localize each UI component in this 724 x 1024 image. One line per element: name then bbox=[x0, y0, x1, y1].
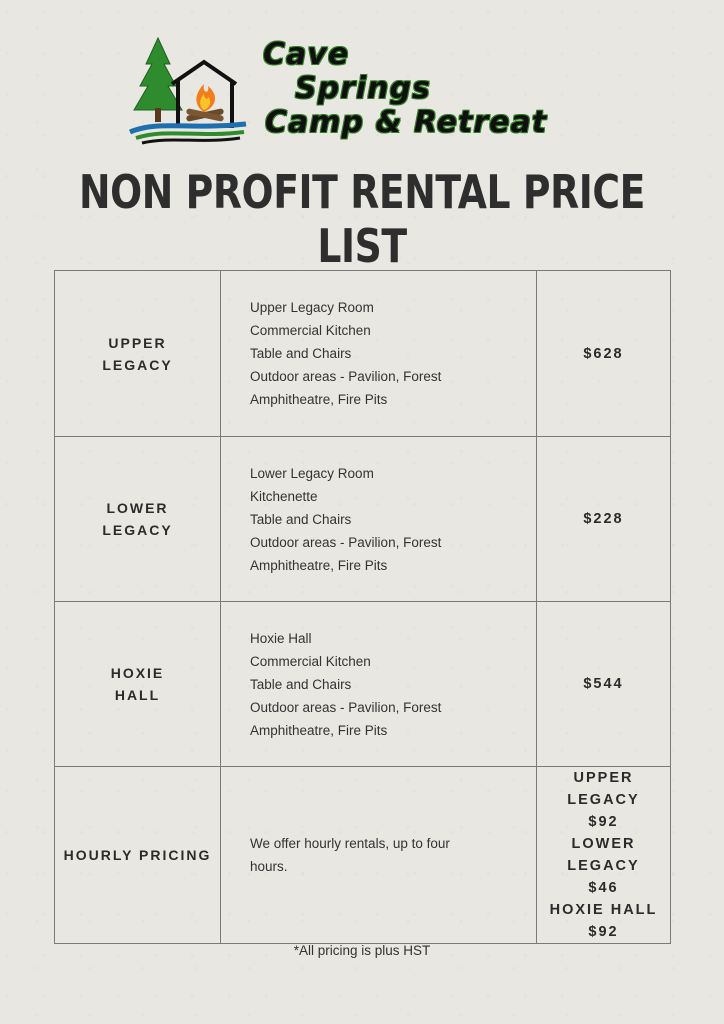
table-row bbox=[55, 437, 671, 602]
logo-line-1: Cave bbox=[263, 37, 350, 72]
amenity-line: Kitchenette bbox=[250, 488, 318, 504]
price-cell bbox=[537, 767, 671, 944]
room-name-cell bbox=[55, 767, 221, 944]
camp-logo bbox=[128, 34, 618, 146]
room-name-line: HOURLY PRICING bbox=[63, 847, 212, 863]
footnote: *All pricing is plus HST bbox=[293, 943, 431, 958]
amenity-line: Hoxie Hall bbox=[250, 630, 312, 646]
price-line: UPPER LEGACY bbox=[567, 770, 640, 808]
room-name-cell bbox=[55, 602, 221, 767]
logo-line-2: Springs bbox=[295, 71, 431, 106]
amenity-line: Upper Legacy Room bbox=[250, 300, 374, 315]
room-name-line: HALL bbox=[114, 687, 161, 703]
amenity-line: Amphitheatre, Fire Pits bbox=[250, 722, 388, 738]
amenities-cell bbox=[221, 271, 537, 437]
room-name-line: LOWER bbox=[106, 500, 169, 516]
price-line: HOXIE HALL bbox=[549, 902, 658, 918]
price-line: $544 bbox=[583, 676, 624, 692]
amenity-line: Outdoor areas - Pavilion, Forest bbox=[250, 699, 442, 715]
page-title: NON PROFIT RENTAL PRICE LIST bbox=[78, 165, 646, 273]
room-name-cell bbox=[55, 271, 221, 437]
table-row bbox=[55, 271, 671, 437]
price-line: $92 bbox=[588, 924, 619, 940]
amenity-line: Amphitheatre, Fire Pits bbox=[250, 557, 388, 573]
amenity-line: Commercial Kitchen bbox=[250, 653, 371, 669]
price-cell bbox=[537, 437, 671, 602]
amenity-line: Amphitheatre, Fire Pits bbox=[250, 392, 388, 407]
room-name-cell bbox=[55, 437, 221, 602]
amenity-line: Table and Chairs bbox=[250, 676, 352, 692]
amenity-line: We offer hourly rentals, up to four bbox=[250, 836, 450, 851]
table-row bbox=[55, 602, 671, 767]
amenity-line: Outdoor areas - Pavilion, Forest bbox=[250, 534, 442, 550]
price-table bbox=[54, 270, 671, 944]
amenity-line: hours. bbox=[250, 859, 288, 874]
price-cell bbox=[537, 602, 671, 767]
camp-wordmark bbox=[263, 38, 547, 140]
price-cell bbox=[537, 271, 671, 437]
room-name-line: LEGACY bbox=[102, 522, 173, 538]
price-line: $628 bbox=[583, 345, 624, 362]
price-line: $228 bbox=[583, 511, 624, 527]
room-name-line: UPPER bbox=[108, 334, 167, 351]
price-line: $92 bbox=[588, 814, 619, 830]
price-line: LOWER LEGACY bbox=[567, 836, 640, 874]
amenity-line: Table and Chairs bbox=[250, 346, 352, 361]
amenity-line: Commercial Kitchen bbox=[250, 323, 371, 338]
amenities-cell bbox=[221, 437, 537, 602]
amenity-line: Table and Chairs bbox=[250, 511, 352, 527]
logo-line-3: Camp & Retreat bbox=[265, 105, 548, 140]
amenities-cell bbox=[221, 767, 537, 944]
amenities-cell bbox=[221, 602, 537, 767]
camp-emblem-icon bbox=[128, 34, 250, 146]
amenity-line: Lower Legacy Room bbox=[250, 465, 374, 481]
table-row bbox=[55, 767, 671, 944]
room-name-line: LEGACY bbox=[102, 356, 173, 373]
amenity-line: Outdoor areas - Pavilion, Forest bbox=[250, 369, 442, 384]
room-name-line: HOXIE bbox=[110, 665, 165, 681]
price-line: $46 bbox=[588, 880, 619, 896]
